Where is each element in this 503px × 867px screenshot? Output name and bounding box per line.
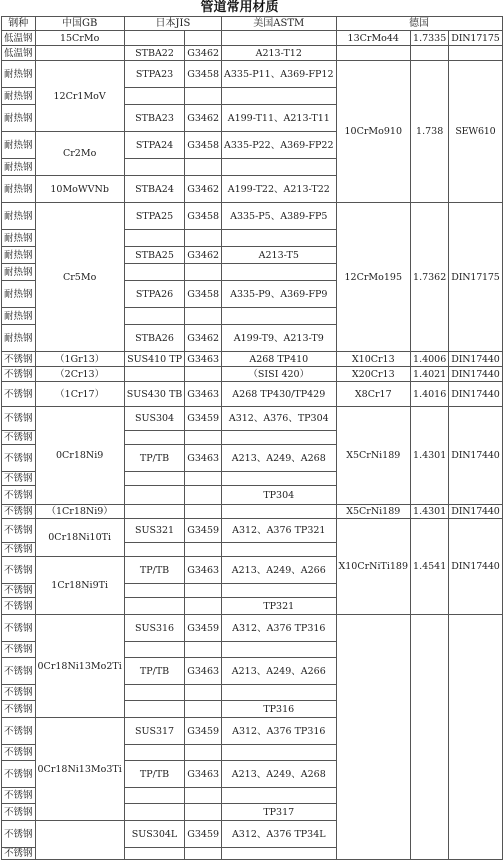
jis-grade-cell — [124, 308, 185, 325]
de-standard-cell — [449, 615, 502, 860]
jis-standard-cell: G3459 — [185, 519, 222, 543]
de-standard-cell: DIN17440 — [449, 352, 502, 367]
astm-spec-cell — [222, 230, 336, 247]
jis-grade-cell — [124, 848, 185, 860]
de-number-cell: 1.4021 — [411, 367, 449, 382]
gb-grade-cell: Cr5Mo — [35, 203, 124, 352]
steel-type-cell: 不锈钢 — [2, 788, 36, 804]
table-row — [2, 407, 503, 431]
jis-grade-cell: STPA26 — [124, 281, 185, 308]
astm-spec-cell: A335-P22、A369-FP22 — [222, 132, 336, 159]
jis-standard-cell: G3459 — [185, 718, 222, 745]
gb-grade-cell: 10MoWVNb — [35, 176, 124, 203]
astm-spec-cell — [222, 788, 336, 804]
steel-type-cell: 耐热钢 — [2, 176, 36, 203]
jis-standard-cell — [185, 31, 222, 46]
header-japan-jis: 日本JIS — [124, 17, 221, 31]
steel-type-cell: 不锈钢 — [2, 382, 36, 407]
jis-grade-cell — [124, 584, 185, 598]
astm-spec-cell: A199-T9、A213-T9 — [222, 325, 336, 352]
jis-grade-cell: STPA24 — [124, 132, 185, 159]
astm-spec-cell: A213、A249、A266 — [222, 557, 336, 584]
de-grade-cell: X5CrNi189 — [336, 505, 411, 519]
astm-spec-cell: A213、A249、A266 — [222, 658, 336, 685]
gb-grade-cell: 0Cr18Ni13Mo2Ti — [35, 615, 124, 718]
astm-spec-cell: TP304 — [222, 486, 336, 505]
steel-type-cell: 不锈钢 — [2, 505, 36, 519]
jis-standard-cell — [185, 264, 222, 281]
jis-standard-cell: G3463 — [185, 557, 222, 584]
jis-grade-cell: SUS430 TB — [124, 382, 185, 407]
de-grade-cell: X20Cr13 — [336, 367, 411, 382]
jis-standard-cell: G3459 — [185, 615, 222, 642]
jis-standard-cell: G3458 — [185, 132, 222, 159]
jis-standard-cell: G3463 — [185, 445, 222, 472]
jis-grade-cell — [124, 543, 185, 557]
astm-spec-cell — [222, 505, 336, 519]
astm-spec-cell: A335-P5、A389-FP5 — [222, 203, 336, 230]
jis-standard-cell — [185, 505, 222, 519]
jis-standard-cell — [185, 308, 222, 325]
steel-type-cell: 不锈钢 — [2, 584, 36, 598]
astm-spec-cell: A312、A376 TP321 — [222, 519, 336, 543]
jis-grade-cell — [124, 745, 185, 761]
de-standard-cell: DIN17440 — [449, 407, 502, 505]
jis-grade-cell — [124, 598, 185, 615]
steel-type-cell: 耐热钢 — [2, 132, 36, 159]
jis-grade-cell: SUS321 — [124, 519, 185, 543]
jis-standard-cell: G3462 — [185, 46, 222, 61]
gb-grade-cell: 1Cr18Ni9Ti — [35, 557, 124, 615]
astm-spec-cell: TP316 — [222, 701, 336, 718]
astm-spec-cell — [222, 472, 336, 486]
astm-spec-cell: A213-T5 — [222, 247, 336, 264]
de-standard-cell — [449, 46, 502, 61]
table-row — [2, 367, 503, 382]
de-standard-cell: DIN17440 — [449, 505, 502, 519]
astm-spec-cell — [222, 642, 336, 658]
gb-grade-cell: 0Cr18Ni9 — [35, 407, 124, 505]
astm-spec-cell: TP317 — [222, 804, 336, 821]
steel-type-cell: 低温钢 — [2, 31, 36, 46]
gb-grade-cell: （1Cr17） — [35, 382, 124, 407]
jis-grade-cell: SUS410 TP — [124, 352, 185, 367]
de-grade-cell — [336, 615, 411, 860]
jis-grade-cell — [124, 486, 185, 505]
jis-standard-cell — [185, 642, 222, 658]
steel-type-cell: 不锈钢 — [2, 642, 36, 658]
table-row — [2, 46, 503, 61]
table-row — [2, 505, 503, 519]
jis-standard-cell — [185, 804, 222, 821]
astm-spec-cell — [222, 543, 336, 557]
document-title: 管道常用材质 — [200, 0, 279, 15]
jis-grade-cell: SUS317 — [124, 718, 185, 745]
astm-spec-cell — [222, 584, 336, 598]
jis-standard-cell — [185, 431, 222, 445]
steel-type-cell: 不锈钢 — [2, 557, 36, 584]
jis-grade-cell — [124, 804, 185, 821]
astm-spec-cell: A213、A249、A268 — [222, 761, 336, 788]
astm-spec-cell — [222, 431, 336, 445]
jis-standard-cell: G3462 — [185, 105, 222, 132]
astm-spec-cell: A213-T12 — [222, 46, 336, 61]
de-standard-cell: DIN17440 — [449, 382, 502, 407]
jis-standard-cell: G3463 — [185, 382, 222, 407]
gb-grade-cell: （1Cr18Ni9） — [35, 505, 124, 519]
steel-type-cell: 耐热钢 — [2, 61, 36, 88]
gb-grade-cell: 0Cr18Ni13Mo3Ti — [35, 718, 124, 821]
jis-standard-cell — [185, 159, 222, 176]
steel-type-cell: 耐热钢 — [2, 105, 36, 132]
astm-spec-cell: A312、A376 TP316 — [222, 718, 336, 745]
jis-grade-cell: STBA24 — [124, 176, 185, 203]
jis-standard-cell: G3458 — [185, 203, 222, 230]
jis-standard-cell — [185, 701, 222, 718]
jis-grade-cell — [124, 431, 185, 445]
jis-grade-cell — [124, 505, 185, 519]
steel-type-cell: 不锈钢 — [2, 718, 36, 745]
gb-grade-cell: （2Cr13） — [35, 367, 124, 382]
de-number-cell: 1.4016 — [411, 382, 449, 407]
steel-type-cell: 不锈钢 — [2, 486, 36, 505]
header-row — [2, 17, 503, 31]
jis-standard-cell — [185, 598, 222, 615]
jis-grade-cell: STBA26 — [124, 325, 185, 352]
steel-type-cell: 不锈钢 — [2, 615, 36, 642]
jis-grade-cell: TP/TB — [124, 761, 185, 788]
table-row — [2, 615, 503, 642]
jis-grade-cell — [124, 367, 185, 382]
astm-spec-cell — [222, 159, 336, 176]
table-row — [2, 382, 503, 407]
de-number-cell: 1.4541 — [411, 519, 449, 615]
jis-standard-cell: G3462 — [185, 176, 222, 203]
de-number-cell: 1.7362 — [411, 203, 449, 352]
jis-grade-cell — [124, 230, 185, 247]
jis-grade-cell — [124, 788, 185, 804]
jis-grade-cell — [124, 159, 185, 176]
jis-standard-cell — [185, 745, 222, 761]
de-standard-cell: DIN17175 — [449, 31, 502, 46]
de-grade-cell — [336, 46, 411, 61]
steel-type-cell: 不锈钢 — [2, 543, 36, 557]
astm-spec-cell — [222, 745, 336, 761]
astm-spec-cell — [222, 31, 336, 46]
header-germany: 德国 — [336, 17, 502, 31]
jis-grade-cell — [124, 88, 185, 105]
steel-type-cell: 不锈钢 — [2, 407, 36, 431]
steel-type-cell: 不锈钢 — [2, 472, 36, 486]
jis-grade-cell: TP/TB — [124, 557, 185, 584]
jis-standard-cell: G3458 — [185, 281, 222, 308]
de-standard-cell: SEW610 — [449, 61, 502, 203]
steel-type-cell: 耐热钢 — [2, 281, 36, 308]
jis-standard-cell — [185, 543, 222, 557]
de-grade-cell: X5CrNi189 — [336, 407, 411, 505]
gb-grade-cell — [35, 46, 124, 61]
jis-standard-cell: G3458 — [185, 61, 222, 88]
steel-type-cell: 不锈钢 — [2, 367, 36, 382]
jis-grade-cell: STPA23 — [124, 61, 185, 88]
jis-standard-cell: G3463 — [185, 352, 222, 367]
steel-type-cell: 耐热钢 — [2, 247, 36, 264]
gb-grade-cell — [35, 821, 124, 860]
astm-spec-cell: （SISI 420） — [222, 367, 336, 382]
steel-type-cell: 不锈钢 — [2, 848, 36, 860]
steel-type-cell: 耐热钢 — [2, 203, 36, 230]
table-row — [2, 519, 503, 543]
astm-spec-cell: A199-T11、A213-T11 — [222, 105, 336, 132]
jis-standard-cell — [185, 230, 222, 247]
astm-spec-cell: A335-P11、A369-FP12 — [222, 61, 336, 88]
de-number-cell: 1.4301 — [411, 505, 449, 519]
table-row — [2, 352, 503, 367]
steel-type-cell: 不锈钢 — [2, 821, 36, 848]
steel-type-cell: 不锈钢 — [2, 598, 36, 615]
de-number-cell — [411, 615, 449, 860]
de-grade-cell: 13CrMo44 — [336, 31, 411, 46]
jis-standard-cell: G3459 — [185, 407, 222, 431]
de-number-cell: 1.4006 — [411, 352, 449, 367]
jis-grade-cell: SUS316 — [124, 615, 185, 642]
header-steel-type: 钢种 — [2, 17, 36, 31]
astm-spec-cell: A199-T22、A213-T22 — [222, 176, 336, 203]
jis-standard-cell — [185, 685, 222, 701]
jis-standard-cell — [185, 788, 222, 804]
table-row — [2, 31, 503, 46]
gb-grade-cell: 12Cr1MoV — [35, 61, 124, 132]
astm-spec-cell: A312、A376、TP304 — [222, 407, 336, 431]
de-number-cell — [411, 46, 449, 61]
jis-standard-cell — [185, 584, 222, 598]
steel-type-cell: 耐热钢 — [2, 308, 36, 325]
jis-standard-cell: G3463 — [185, 761, 222, 788]
de-grade-cell: X10Cr13 — [336, 352, 411, 367]
gb-grade-cell: （1Gr13） — [35, 352, 124, 367]
gb-grade-cell: 15CrMo — [35, 31, 124, 46]
jis-grade-cell — [124, 642, 185, 658]
steel-type-cell: 不锈钢 — [2, 352, 36, 367]
de-grade-cell: 10CrMo910 — [336, 61, 411, 203]
de-grade-cell: 12CrMo195 — [336, 203, 411, 352]
steel-type-cell: 不锈钢 — [2, 658, 36, 685]
astm-spec-cell: A335-P9、A369-FP9 — [222, 281, 336, 308]
steel-type-cell: 不锈钢 — [2, 431, 36, 445]
jis-standard-cell — [185, 472, 222, 486]
table-row — [2, 61, 503, 88]
jis-standard-cell: G3463 — [185, 658, 222, 685]
de-standard-cell: DIN17440 — [449, 519, 502, 615]
jis-standard-cell: G3462 — [185, 247, 222, 264]
jis-grade-cell: TP/TB — [124, 658, 185, 685]
gb-grade-cell: 0Cr18Ni10Ti — [35, 519, 124, 557]
jis-standard-cell — [185, 486, 222, 505]
astm-spec-cell: A312、A376 TP34L — [222, 821, 336, 848]
jis-standard-cell: G3459 — [185, 821, 222, 848]
astm-spec-cell: TP321 — [222, 598, 336, 615]
materials-table — [1, 16, 503, 860]
jis-grade-cell — [124, 264, 185, 281]
jis-standard-cell: G3462 — [185, 325, 222, 352]
steel-type-cell: 不锈钢 — [2, 745, 36, 761]
astm-spec-cell — [222, 88, 336, 105]
astm-spec-cell — [222, 685, 336, 701]
steel-type-cell: 耐热钢 — [2, 88, 36, 105]
steel-type-cell: 不锈钢 — [2, 804, 36, 821]
table-row — [2, 203, 503, 230]
header-usa-astm: 美国ASTM — [222, 17, 336, 31]
jis-grade-cell: STBA22 — [124, 46, 185, 61]
jis-grade-cell: TP/TB — [124, 445, 185, 472]
steel-type-cell: 低温钢 — [2, 46, 36, 61]
astm-spec-cell: A312、A376 TP316 — [222, 615, 336, 642]
jis-grade-cell: SUS304 — [124, 407, 185, 431]
de-standard-cell: DIN17175 — [449, 203, 502, 352]
astm-spec-cell — [222, 848, 336, 860]
jis-grade-cell — [124, 472, 185, 486]
jis-standard-cell — [185, 848, 222, 860]
header-china-gb: 中国GB — [35, 17, 124, 31]
de-number-cell: 1.7335 — [411, 31, 449, 46]
jis-standard-cell — [185, 88, 222, 105]
steel-type-cell: 不锈钢 — [2, 519, 36, 543]
de-standard-cell: DIN17440 — [449, 367, 502, 382]
astm-spec-cell: A213、A249、A268 — [222, 445, 336, 472]
de-grade-cell: X8Cr17 — [336, 382, 411, 407]
steel-type-cell: 不锈钢 — [2, 761, 36, 788]
steel-type-cell: 不锈钢 — [2, 445, 36, 472]
astm-spec-cell: A268 TP430/TP429 — [222, 382, 336, 407]
steel-type-cell: 不锈钢 — [2, 701, 36, 718]
jis-grade-cell: SUS304L — [124, 821, 185, 848]
steel-type-cell: 耐热钢 — [2, 264, 36, 281]
astm-spec-cell — [222, 264, 336, 281]
astm-spec-cell — [222, 308, 336, 325]
de-number-cell: 1.4301 — [411, 407, 449, 505]
steel-type-cell: 不锈钢 — [2, 685, 36, 701]
jis-grade-cell: STPA25 — [124, 203, 185, 230]
steel-type-cell: 耐热钢 — [2, 325, 36, 352]
jis-grade-cell: STBA25 — [124, 247, 185, 264]
jis-standard-cell — [185, 367, 222, 382]
jis-grade-cell — [124, 31, 185, 46]
steel-type-cell: 耐热钢 — [2, 230, 36, 247]
de-grade-cell: X10CrNiTi189 — [336, 519, 411, 615]
astm-spec-cell: A268 TP410 — [222, 352, 336, 367]
jis-grade-cell — [124, 701, 185, 718]
jis-grade-cell — [124, 685, 185, 701]
de-number-cell: 1.738 — [411, 61, 449, 203]
gb-grade-cell: Cr2Mo — [35, 132, 124, 176]
steel-type-cell: 耐热钢 — [2, 159, 36, 176]
jis-grade-cell: STBA23 — [124, 105, 185, 132]
